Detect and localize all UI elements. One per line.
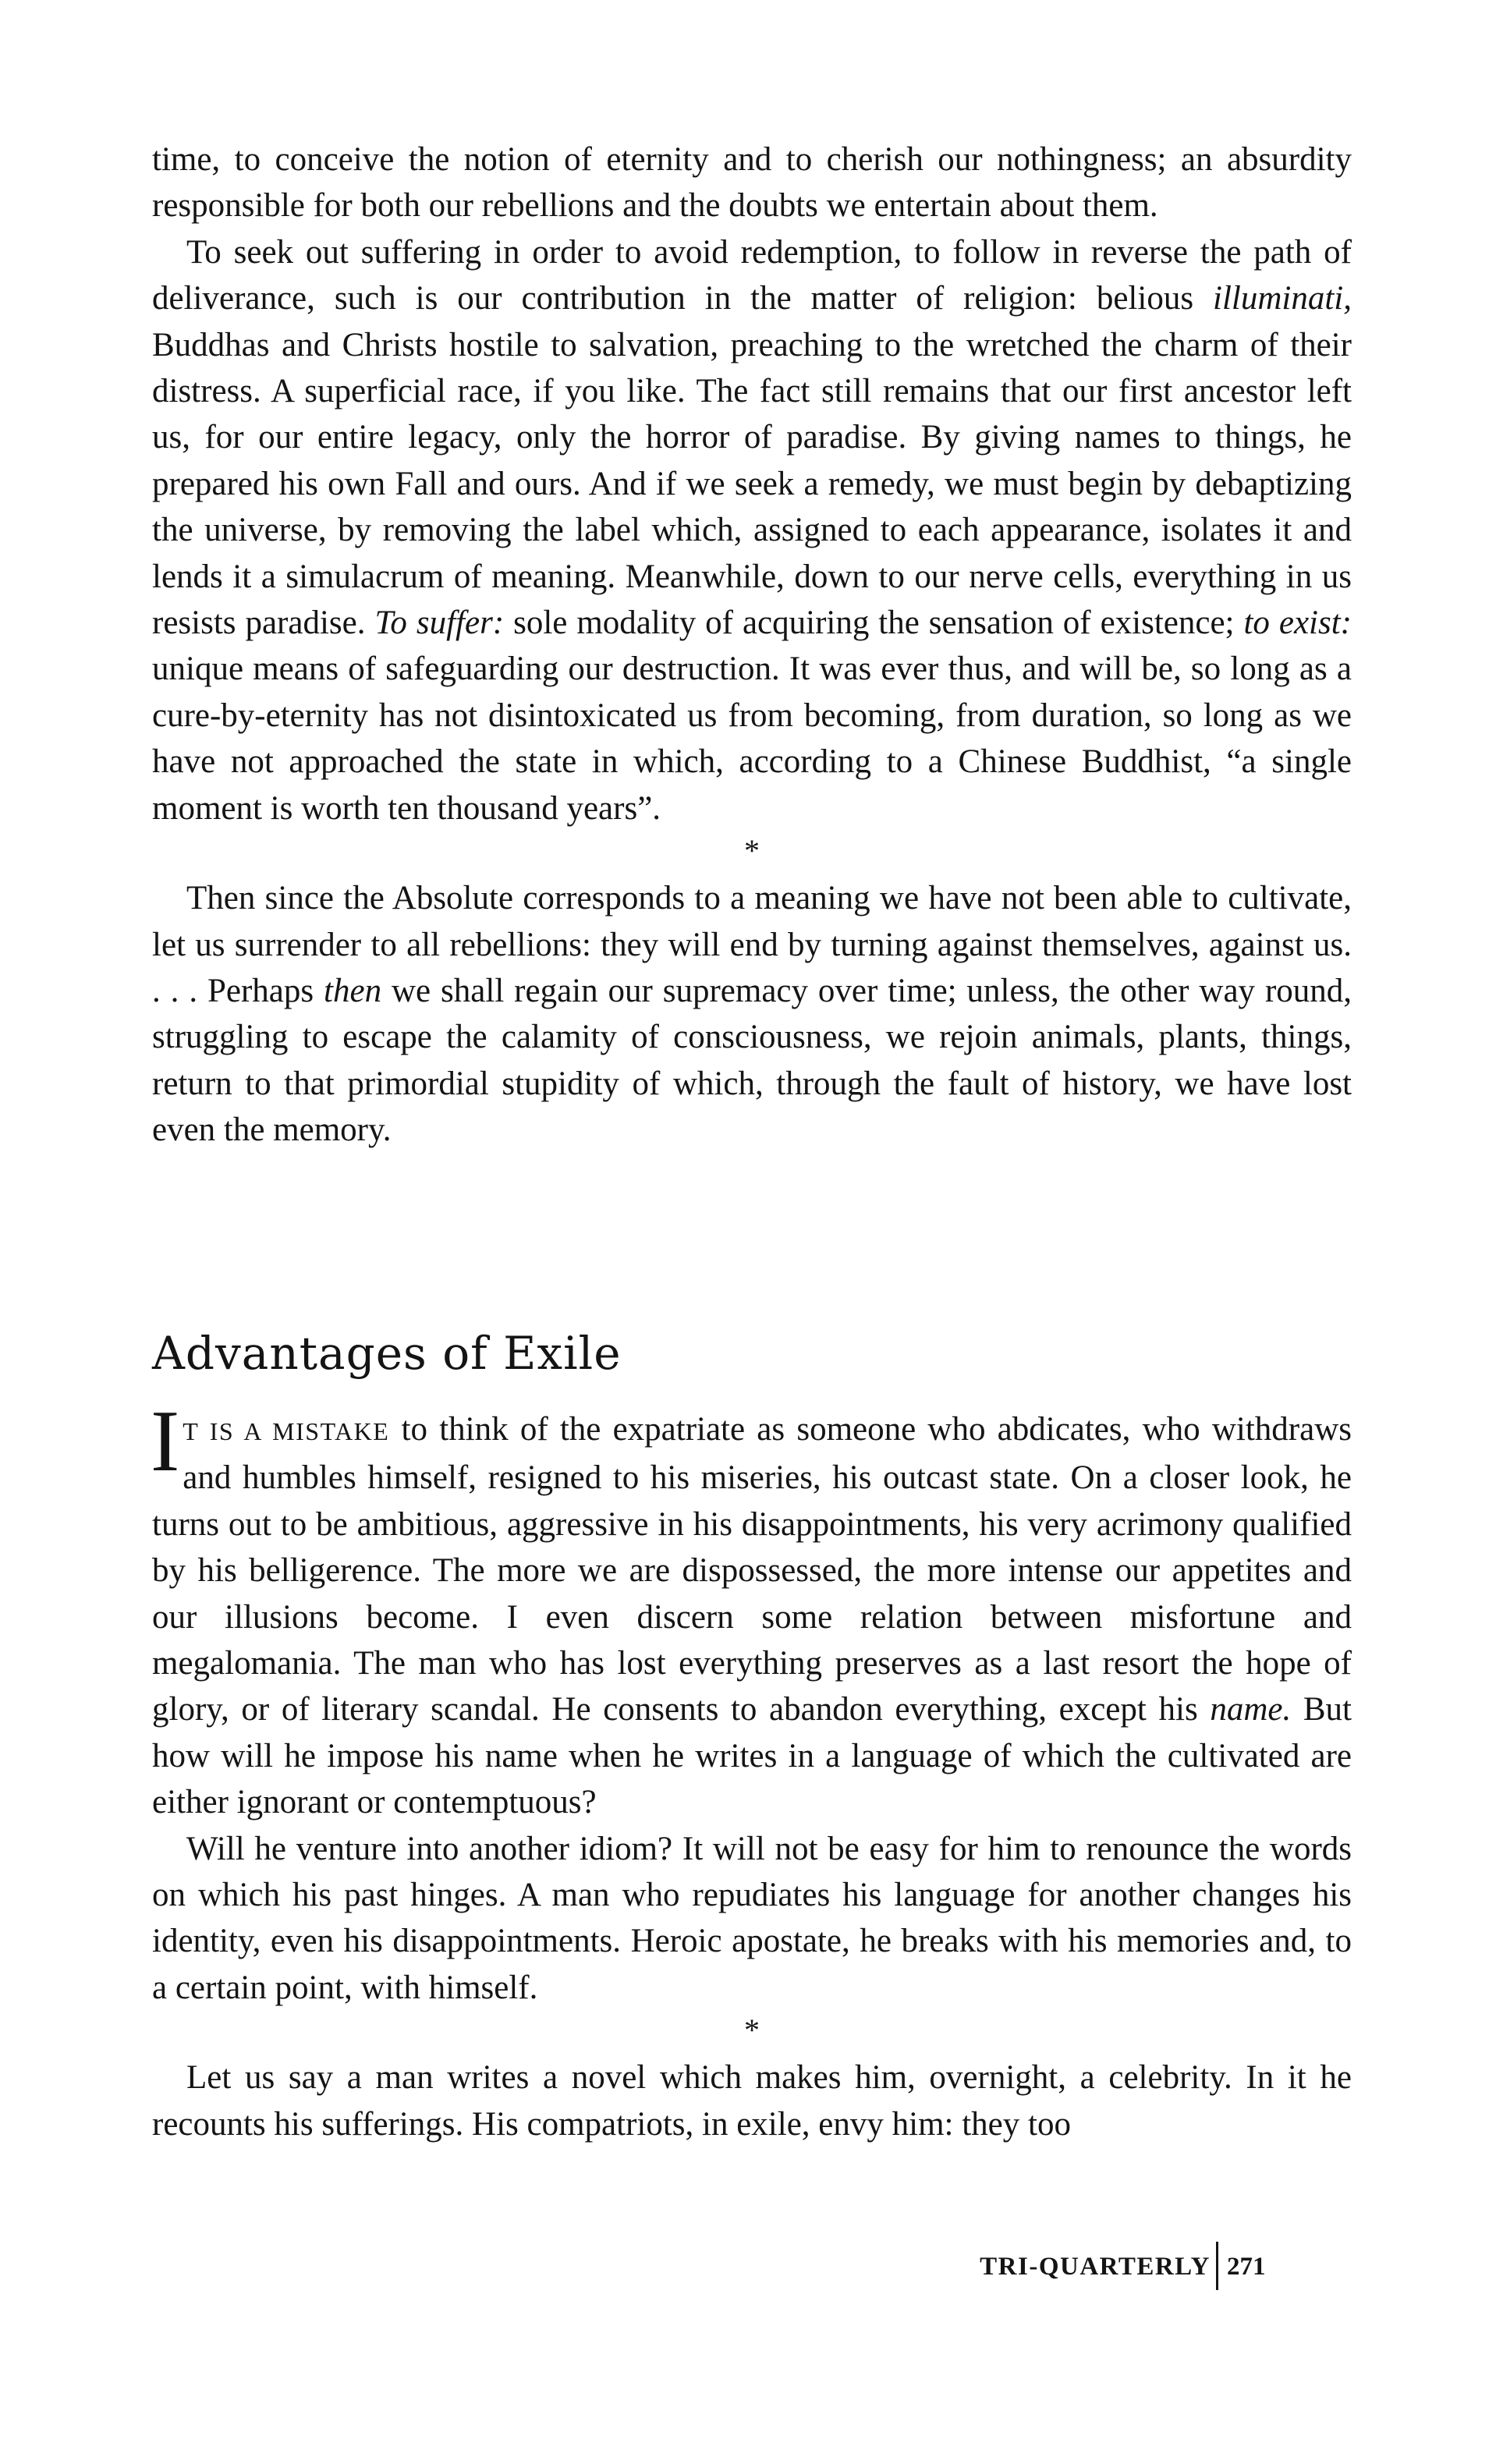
drop-cap: I: [151, 1393, 180, 1490]
text-run: But how will he impose his name when he writes in a language of which the cultivated are either ignorant or contemptuous?: [152, 1691, 1352, 1821]
text-run: Then since the Absolute corresponds to a meaning we have not been able to cultivate, let us surrender to all rebellions: they will end by turning against themselves, against us. . . . Perhaps: [152, 880, 1352, 1009]
section-title: Advantages of Exile: [152, 1327, 622, 1380]
paragraph-eternity: time, to conceive the notion of eternity and to cherish our nothingness; an absurdity responsible for both our rebellions and the doubts we entertain about them.: [152, 141, 1352, 225]
section-separator: *: [744, 2012, 760, 2048]
italic-to-exist: to exist:: [1243, 604, 1352, 642]
footer-divider: [1216, 2242, 1218, 2290]
paragraph-expatriate: [151, 1393, 1352, 1826]
text-run: to think of the expatriate as someone who abdicates, who withdraws and humbles himself, resigned to his miseries, his outcast state. On a closer look, he turns out to be ambitious, aggressive in his disappointments, his very acrimony qualified by his belligerence. The more we are dispossessed, the more intense our appetites and our illusions become. I even discern some relation between misfortune and megalomania. The man who has lost everything preserves as a last resort the hope of glory, or of literary scandal. He consents to abandon everything, except his: [152, 1411, 1352, 1728]
page-number: 271: [1227, 2253, 1266, 2281]
paragraph-suffering: [152, 229, 1352, 831]
exile-text-block: [151, 1393, 1352, 2147]
continuation-text-block: [152, 136, 1352, 1154]
text-run: Buddhas and Christs hostile to salvation, preaching to the wretched the charm of their distress. A superficial race, if you like. The fact still remains that our first ancestor left us, for our entire legacy, only the horror of paradise. By giving names to things, he prepared his own Fall and ours. And if we seek a remedy, we must begin by debaptizing the universe, by removing the label which, assigned to each appearance, isolates it and lends it a simulacrum of meaning. Meanwhile, down to our nerve cells, everything in us resists paradise.: [152, 326, 1352, 642]
page-footer: [967, 2237, 1342, 2292]
paragraph-absolute: [152, 875, 1352, 1153]
journal-name: TRI-QUARTERLY: [980, 2253, 1211, 2281]
paragraph-novel: Let us say a man writes a novel which makes him, overnight, a celebrity. In it he recounts his sufferings. His compatriots, in exile, envy him: they too: [152, 2059, 1352, 2143]
small-caps-opening: T IS A MISTAKE: [183, 1417, 390, 1445]
italic-name: name.: [1210, 1691, 1292, 1728]
italic-to-suffer: To suffer:: [374, 604, 505, 642]
paragraph-another-idiom: Will he venture into another idiom? It will not be easy for him to renounce the words on which his past hinges. A man who repudiates his language for another changes his identity, even his disappointments. Heroic apostate, he breaks with his memories and, to a certain point, with himself.: [152, 1830, 1352, 2006]
italic-then: then: [324, 972, 382, 1009]
section-separator: *: [744, 833, 760, 869]
text-run: unique means of safeguarding our destruction. It was ever thus, and will be, so long as a cure-by-eternity has not disintoxicated us from becoming, from duration, so long as we have not approached the state in which, according to a Chinese Buddhist, “a single moment is worth ten thousand years”.: [152, 651, 1352, 827]
text-run: we shall regain our supremacy over time; unless, the other way round, struggling to escape the calamity of consciousness, we rejoin animals, plants, things, return to that primordial stupidity of which, through the fault of history, we have lost even the memory.: [152, 972, 1352, 1149]
text-run: sole modality of acquiring the sensation of existence;: [504, 604, 1244, 642]
text-run: To seek out suffering in order to avoid redemption, to follow in reverse the path of deliverance, such is our contribution in the matter of religion: belious: [152, 233, 1352, 317]
italic-illuminati: illuminati,: [1213, 280, 1352, 317]
